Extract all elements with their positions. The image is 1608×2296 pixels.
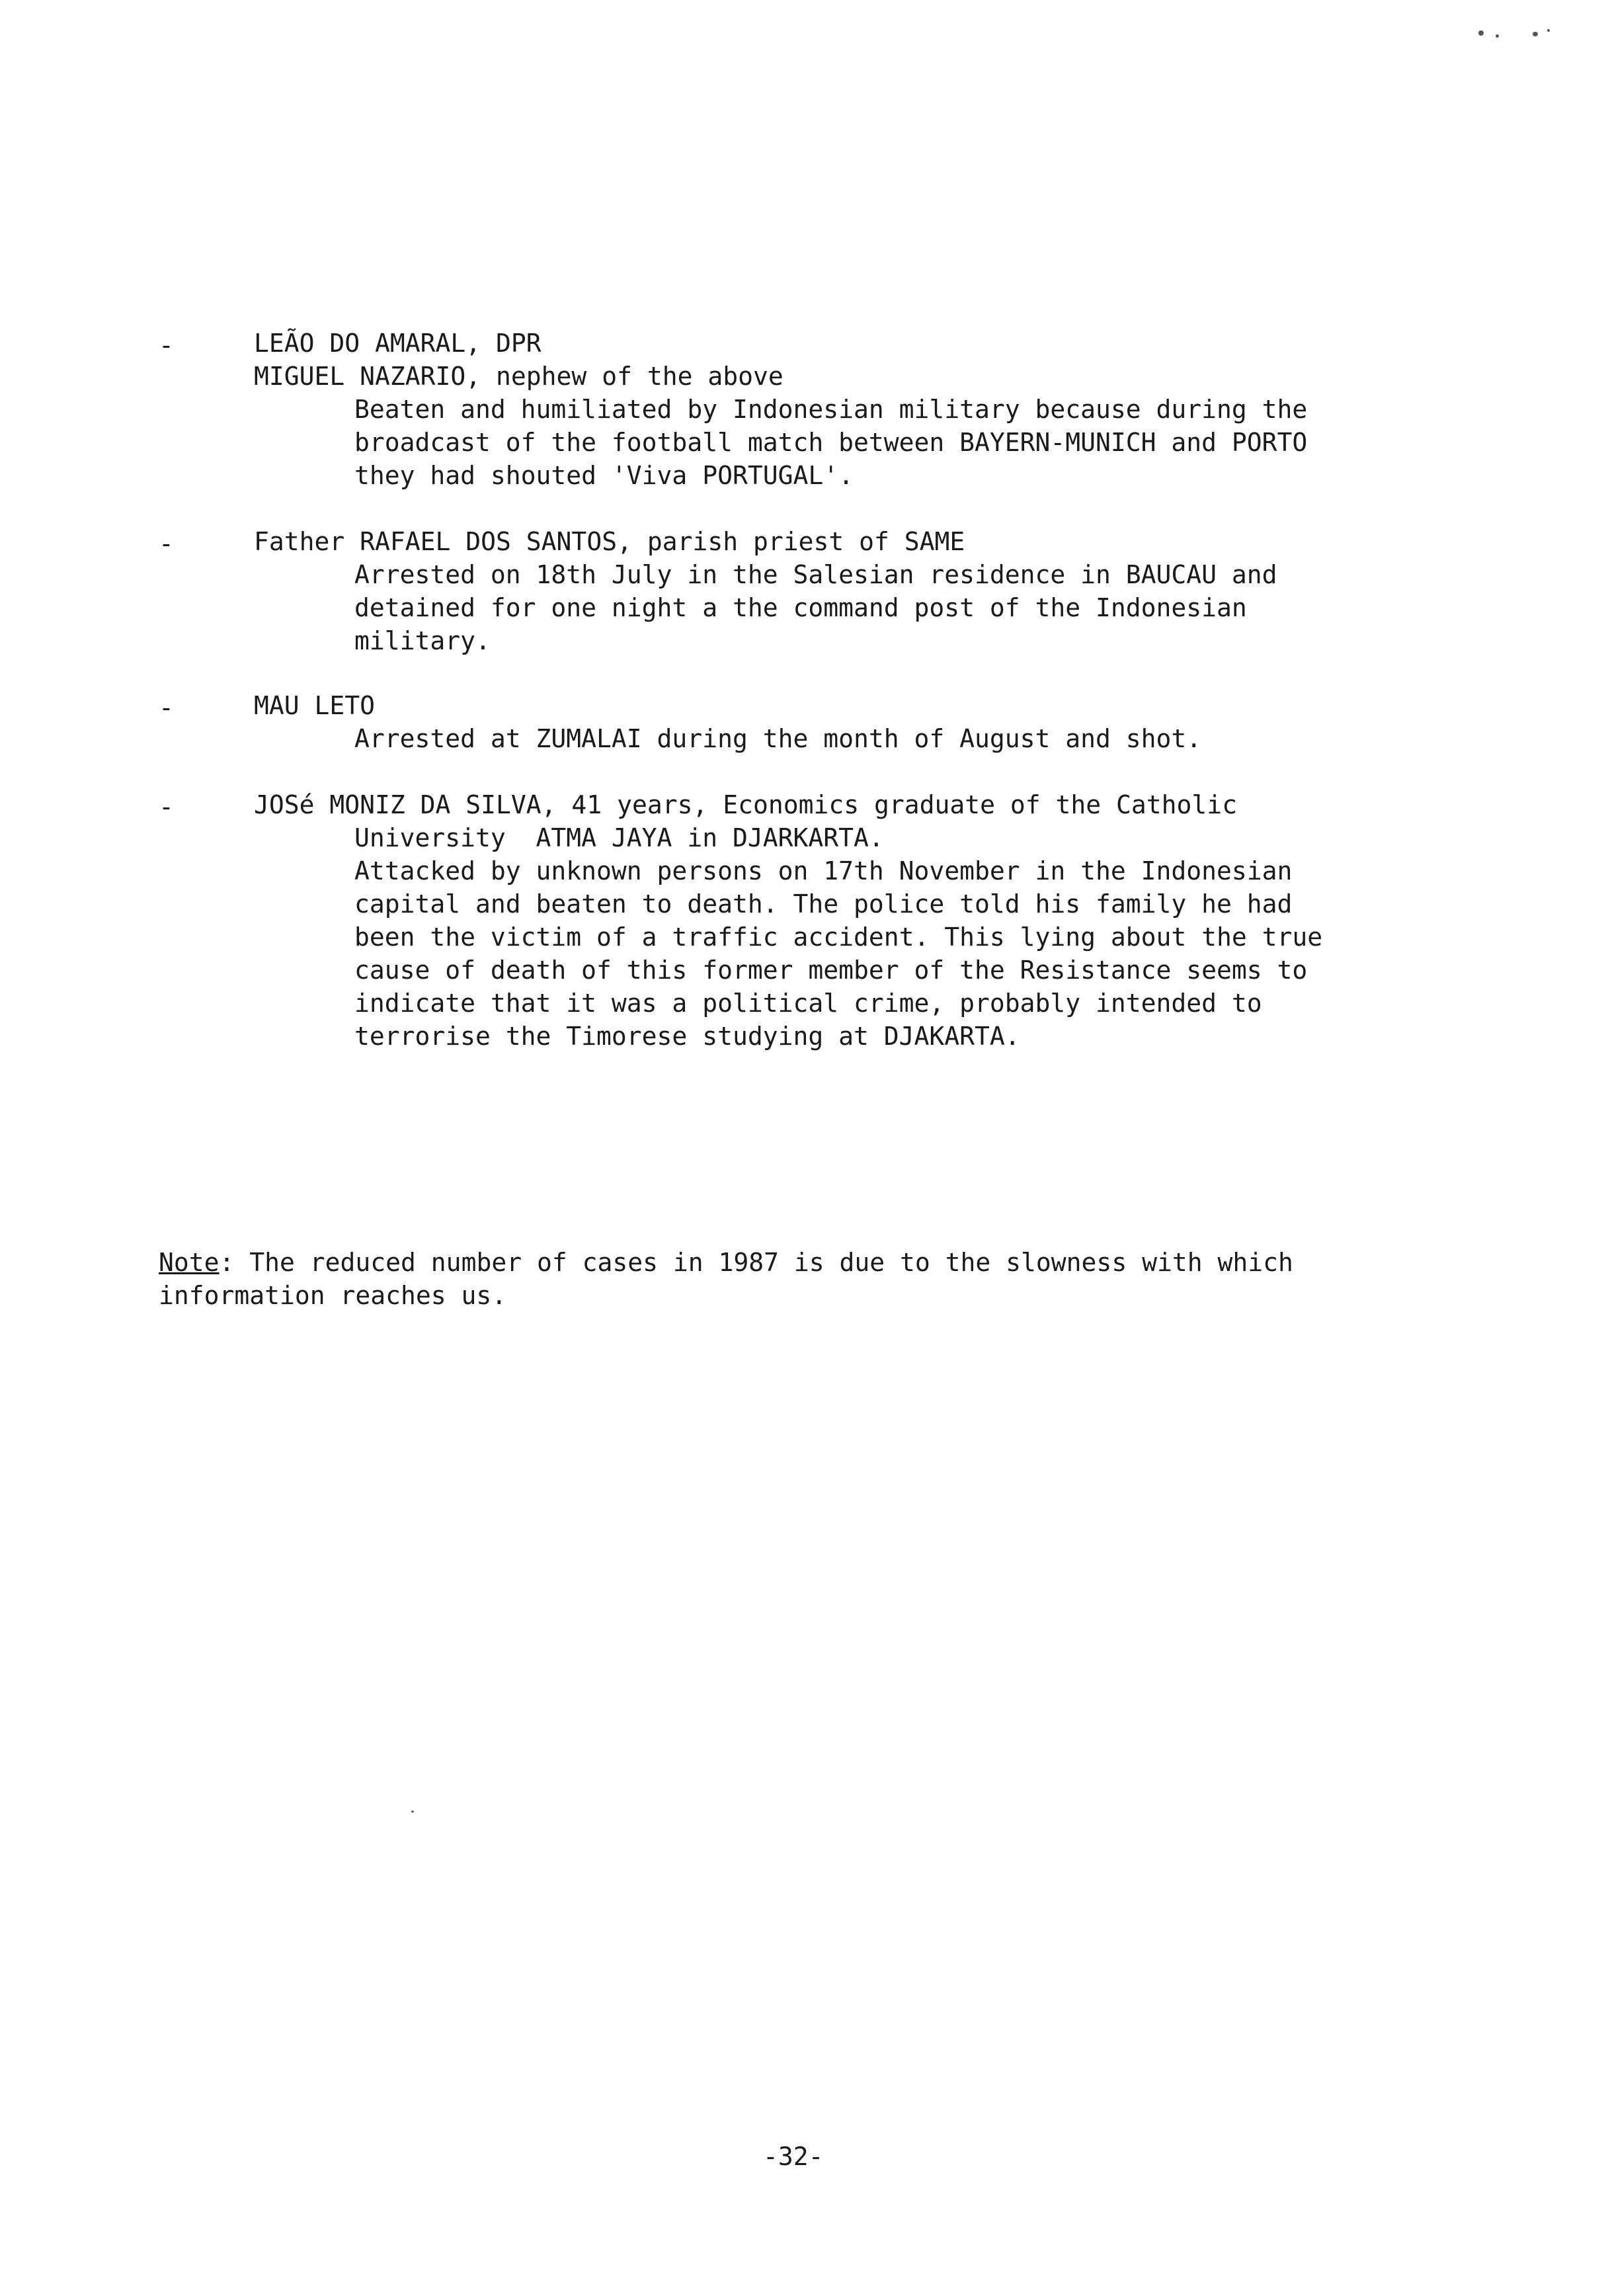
entry-4-line-8: terrorise the Timorese studying at DJAKARTA. (354, 1022, 1020, 1051)
scan-speck (1547, 29, 1550, 32)
entry-1-bullet: - (159, 331, 174, 360)
entry-4-line-3: Attacked by unknown persons on 17th November in the Indonesian (354, 856, 1293, 885)
entry-2-line-1: Father RAFAEL DOS SANTOS, parish priest of SAME (254, 527, 965, 556)
scan-speck (1496, 34, 1499, 38)
entry-4-line-6: cause of death of this former member of the Resistance seems to (354, 956, 1308, 985)
entry-1-line-2: MIGUEL NAZARIO, nephew of the above (254, 362, 784, 391)
entry-2-line-4: military. (354, 626, 491, 655)
entry-4-line-2: University ATMA JAYA in DJARKARTA. (354, 823, 884, 852)
entry-1-line-4: broadcast of the football match between BAYERN-MUNICH and PORTO (354, 428, 1308, 457)
entry-3-line-1: MAU LETO (254, 691, 376, 720)
entry-1-line-3: Beaten and humiliated by Indonesian military because during the (354, 395, 1308, 424)
scan-speck (411, 1811, 414, 1813)
scan-speck (1478, 30, 1484, 36)
entry-4-line-1: JOSé MONIZ DA SILVA, 41 years, Economics graduate of the Catholic (254, 790, 1238, 819)
note-line-2: information reaches us. (159, 1281, 507, 1310)
note-line-1 (159, 1250, 1293, 1275)
page-number: -32- (763, 2142, 824, 2171)
entry-3-line-2: Arrested at ZUMALAI during the month of August and shot. (354, 724, 1202, 753)
entry-1-line-1: LEÃO DO AMARAL, DPR (254, 329, 542, 358)
entry-4-line-5: been the victim of a traffic accident. This lying about the true (354, 922, 1323, 952)
entry-4-bullet: - (159, 792, 174, 821)
entry-2-bullet: - (159, 529, 174, 558)
entry-2-line-3: detained for one night a the command post of the Indonesian (354, 593, 1247, 622)
note-text-1: : The reduced number of cases in 1987 is due to the slowness with which (219, 1248, 1293, 1277)
note-label: Note (159, 1248, 220, 1277)
entry-3-bullet: - (159, 693, 174, 722)
entry-1-line-5: they had shouted 'Viva PORTUGAL'. (354, 461, 854, 490)
entry-4-line-7: indicate that it was a political crime, probably intended to (354, 989, 1262, 1018)
entry-2-line-2: Arrested on 18th July in the Salesian residence in BAUCAU and (354, 560, 1277, 589)
entry-4-line-4: capital and beaten to death. The police told his family he had (354, 889, 1293, 919)
scan-speck (1533, 32, 1538, 36)
